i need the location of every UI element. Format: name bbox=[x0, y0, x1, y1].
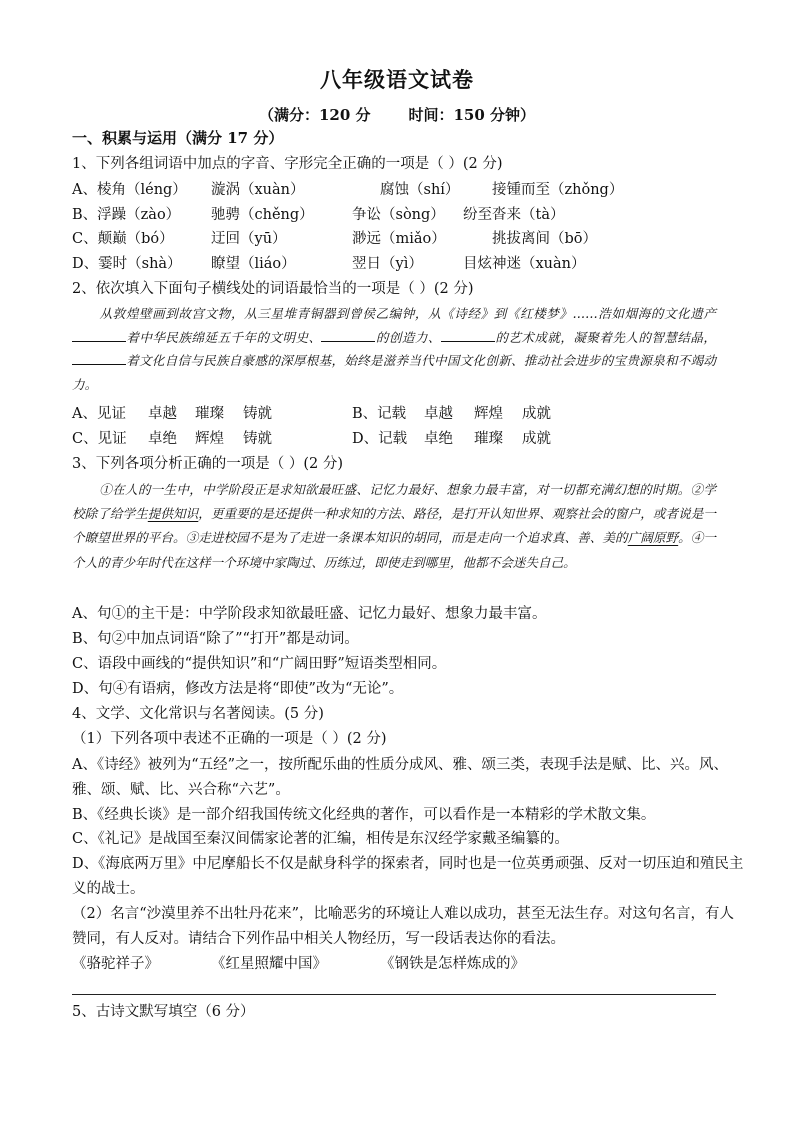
q2-stem: 2、依次填入下面句子横线处的词语最恰当的一项是（ ）(2 分) bbox=[72, 281, 474, 297]
q4-sub2-line2: 赞同，有人反对。请结合下列作品中相关人物经历，写一段话表达你的看法。 bbox=[72, 931, 565, 947]
q2-option-d-2: 卓绝 bbox=[424, 431, 453, 447]
q4-option-c: C、《礼记》是战国至秦汉间儒家论著的汇编，相传是东汉经学家戴圣编纂的。 bbox=[72, 831, 569, 847]
q3-passage-line5: 都不会迷失自己。 bbox=[475, 554, 576, 570]
q1-stem: 1、下列各组词语中加点的字音、字形完全正确的一项是（ ）(2 分) bbox=[72, 156, 503, 172]
q4-book-1: 《骆驼祥子》 bbox=[72, 956, 159, 972]
q1-option-d-4: 目炫神迷（xuàn） bbox=[463, 256, 586, 272]
q3-passage bbox=[72, 478, 716, 575]
q3-passage-line4c: 。④一个人的青少年时代在这样一个环境中家陶过、历练过，即使走到哪里，他 bbox=[72, 530, 717, 570]
q1-option-c-3: 渺远（miǎo） bbox=[352, 231, 446, 247]
q1-option-a-4: 接锺而至（zhǒng） bbox=[492, 182, 624, 198]
q4-sub2-line1: （2）名言“沙漠里养不出牡丹花来”，比喻恶劣的环境让人难以成功，甚至无法生存。对这句名言，有人 bbox=[72, 906, 735, 922]
q1-option-c-4: 挑拔离间（bō） bbox=[492, 231, 598, 247]
q2-option-b-1: B、记载 bbox=[352, 406, 407, 422]
q1-option-a-3: 腐蚀（shí） bbox=[380, 182, 460, 198]
q4-book-2: 《红星照耀中国》 bbox=[211, 956, 327, 972]
q1-option-b-3: 争讼（sòng） bbox=[352, 207, 445, 223]
q2-option-a-2: 卓越 bbox=[148, 406, 177, 422]
q2-option-a-3: 璀璨 bbox=[195, 406, 224, 422]
q2-passage-line3a: 的智慧结晶， bbox=[638, 329, 717, 345]
q4-stem: 4、文学、文化常识与名著阅读。(5 分) bbox=[72, 706, 324, 722]
q2-option-d-1: D、记载 bbox=[352, 431, 408, 447]
q5-stem: 5、古诗文默写填空（6 分） bbox=[72, 1004, 255, 1020]
q2-option-b-4: 成就 bbox=[522, 406, 551, 422]
q4-option-b: B、《经典长谈》是一部介绍我国传统文化经典的著作，可以看作是一本精彩的学术散文集。 bbox=[72, 807, 656, 823]
q2-passage-line2d: 的艺术成就，凝聚着先人 bbox=[494, 329, 639, 345]
q1-option-a-1: A、棱角（léng） bbox=[72, 182, 187, 198]
q3-underlined-phrase-2: 广阔原野 bbox=[627, 530, 679, 546]
exam-title: 八年级语文试卷 bbox=[320, 67, 474, 92]
q2-passage-line4: 步的宝贵源泉和不竭动力。 bbox=[72, 353, 717, 393]
q4-option-a-line1: A、《诗经》被列为“五经”之一，按所配乐曲的性质分成风、雅、颂三类，表现手法是赋、比、兴。风、 bbox=[72, 757, 729, 773]
exam-subtitle bbox=[0, 104, 794, 125]
q2-passage-line1: 从敦煌壁画到故宫文物，从三星堆青铜器到曾侯乙编钟，从《诗经》到《红楼梦》……浩如烟海的文 bbox=[99, 306, 678, 321]
q2-passage-line2c: 的创造力、 bbox=[375, 329, 441, 345]
q2-option-d-3: 璀璨 bbox=[474, 431, 503, 447]
q3-option-c: C、语段中画线的“提供知识”和“广阔田野”短语类型相同。 bbox=[72, 656, 447, 672]
time-info: 时间：150 分钟） bbox=[408, 106, 536, 124]
q3-passage-line4a: 求真、善、美的 bbox=[539, 530, 628, 546]
q3-underlined-phrase-1: 提供知识 bbox=[147, 506, 199, 522]
q2-option-c-4: 铸就 bbox=[243, 431, 272, 447]
q2-blank-3 bbox=[441, 329, 495, 342]
q3-passage-line2c: ，更重要的是还提供一种求知的方法、路径，是打开认知世界、观察社会 bbox=[198, 506, 603, 522]
q1-option-b-1: B、浮躁（zào） bbox=[72, 207, 181, 223]
q2-option-a-1: A、见证 bbox=[72, 406, 126, 422]
q2-option-c-1: C、见证 bbox=[72, 431, 127, 447]
q4-sub1-stem: （1）下列各项中表述不正确的一项是（ ）(2 分) bbox=[72, 731, 387, 747]
q1-option-b-4: 纷至沓来（tà） bbox=[463, 207, 565, 223]
q2-option-b-2: 卓越 bbox=[424, 406, 453, 422]
q1-option-d-3: 翌日（yì） bbox=[352, 256, 423, 272]
q2-passage-line2b: 着中华民族绵延五千年的文明史、 bbox=[126, 329, 322, 345]
q1-option-a-2: 漩涡（xuàn） bbox=[211, 182, 305, 198]
q2-option-c-3: 辉煌 bbox=[195, 431, 224, 447]
q2-passage-line2a: 化遗产 bbox=[677, 306, 717, 321]
q2-passage bbox=[72, 302, 716, 397]
q2-option-b-3: 辉煌 bbox=[474, 406, 503, 422]
q2-blank-1 bbox=[72, 329, 126, 342]
q2-option-d-4: 成就 bbox=[522, 431, 551, 447]
q1-option-d-1: D、霎时（shà） bbox=[72, 256, 182, 272]
q2-blank-2 bbox=[321, 329, 375, 342]
q3-passage-line1: ①在人的一生中，中学阶段正是求知欲最旺盛、记忆力最好、想象力最丰富，对一切都充满幻想的时 bbox=[99, 482, 665, 497]
q3-option-d: D、句④有语病，修改方法是将“即使”改为“无论”。 bbox=[72, 681, 404, 697]
section-heading: 一、积累与运用（满分 17 分） bbox=[72, 129, 284, 147]
q3-option-a: A、句①的主干是：中学阶段求知欲最旺盛、记忆力最好、想象力最丰富。 bbox=[72, 606, 547, 622]
q1-option-b-2: 驰骋（chěng） bbox=[211, 207, 314, 223]
q4-option-a-line2: 雅、颂、赋、比、兴合称“六艺”。 bbox=[72, 782, 290, 798]
q2-passage-line3b: 着文化自信与民族自豪感的深厚根基，始终是滋养当代中国文化创新、推动社会进 bbox=[126, 353, 588, 369]
q2-blank-4 bbox=[72, 352, 126, 365]
q4-book-3: 《钢铁是怎样炼成的》 bbox=[380, 956, 525, 972]
q4-option-d-line1: D、《海底两万里》中尼摩船长不仅是献身科学的探索者，同时也是一位英勇顽强、反对一切压迫和殖民主 bbox=[72, 856, 744, 872]
q1-option-d-2: 瞭望（liáo） bbox=[211, 256, 296, 272]
q2-option-a-4: 铸就 bbox=[243, 406, 272, 422]
q3-passage-line2a: 期。②学校除了给学生 bbox=[72, 482, 717, 522]
answer-line bbox=[72, 994, 716, 995]
q1-option-c-1: C、颠巅（bó） bbox=[72, 231, 174, 247]
q3-passage-line3: 的窗户，或者说是一个瞭望世界的平台。③走进校园不是为了走进一条课本知识的胡同，而是走向一个追 bbox=[72, 506, 717, 546]
score-info: （满分：120 分 bbox=[258, 106, 371, 124]
q4-option-d-line2: 义的战士。 bbox=[72, 881, 145, 897]
q3-option-b: B、句②中加点词语“除了”“打开”都是动词。 bbox=[72, 631, 359, 647]
q3-stem: 3、下列各项分析正确的一项是（ ）(2 分) bbox=[72, 456, 343, 472]
q2-option-c-2: 卓绝 bbox=[148, 431, 177, 447]
q1-option-c-2: 迂回（yū） bbox=[211, 231, 287, 247]
